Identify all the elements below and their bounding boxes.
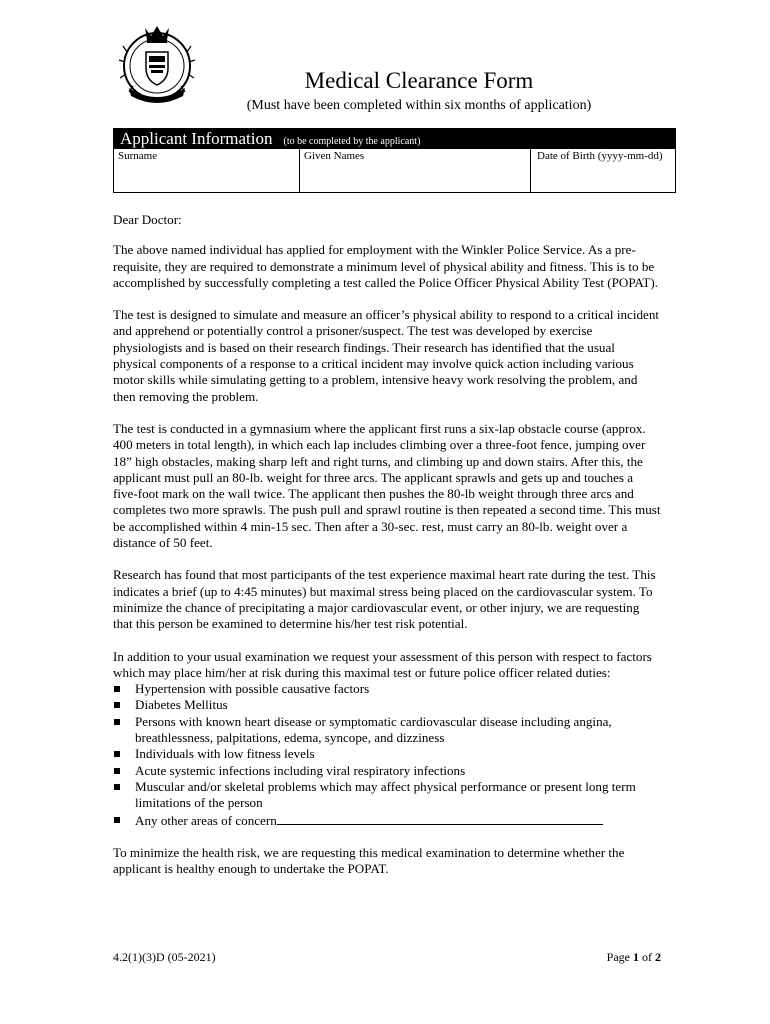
- page-number: [607, 950, 661, 964]
- bullet-icon: [114, 768, 120, 774]
- page-of: of: [642, 950, 652, 964]
- applicant-section-note: (to be completed by the applicant): [283, 136, 421, 147]
- closing-paragraph: To minimize the health risk, we are requesting this medical examination to determine whether the applicant is healthy enough to undertake the POPAT.: [113, 844, 625, 877]
- surname-field[interactable]: [114, 149, 300, 192]
- list-item-text: Acute systemic infections including viral respiratory infections: [135, 762, 466, 778]
- bullet-icon: [114, 686, 120, 692]
- paragraph: The above named individual has applied for employment with the Winkler Police Service. As a pre-requisite, they are required to demonstrate a minimum level of physical ability and fitness. This is to be accomplished by successfully completing a test called the Police Officer Physical Ability Test (POPAT).: [113, 242, 659, 290]
- paragraph: Research has found that most participants of the test experience maximal heart rate during the test. This indicates a brief (up to 4:45 minutes) but maximal stress being placed on the cardiovascular system. To minimize the chance of precipitating a major cardiovascular event, or other injury, we are requesting that this person be examined to determine his/her test risk potential.: [113, 567, 656, 632]
- list-item-text: Muscular and/or skeletal problems which may affect physical performance or present long term limitations of the person: [135, 778, 636, 811]
- given-names-field[interactable]: [300, 149, 531, 192]
- form-code: 4.2(1)(3)D (05-2021): [113, 950, 216, 964]
- list-item-text: Any other areas of concern: [135, 812, 277, 828]
- risk-factor-list: [113, 681, 661, 829]
- greeting: Dear Doctor:: [113, 212, 182, 227]
- list-item: [113, 779, 661, 812]
- given-names-label: Given Names: [304, 150, 365, 162]
- bullet-icon: [114, 751, 120, 757]
- list-item: [113, 697, 661, 713]
- applicant-section-header: [114, 129, 675, 149]
- page-current: 1: [633, 950, 639, 964]
- page-footer: [113, 950, 661, 964]
- letter-body: [113, 212, 661, 893]
- date-of-birth-label: Date of Birth (yyyy-mm-dd): [537, 150, 663, 162]
- applicant-section-heading: Applicant Information: [120, 129, 273, 148]
- list-item: [113, 812, 661, 829]
- list-item: [113, 714, 661, 747]
- list-item-text: Hypertension with possible causative factors: [135, 681, 370, 697]
- surname-label: Surname: [118, 150, 158, 162]
- page-word: Page: [606, 950, 630, 964]
- paragraph: In addition to your usual examination we request your assessment of this person with respect to factors which may place him/her at risk during this maximal test or future police officer related duties:: [113, 648, 652, 680]
- other-concerns-blank[interactable]: [277, 812, 603, 825]
- list-item-text: Persons with known heart disease or symptomatic cardiovascular disease including angina, breathlessness, palpitations, edema, syncope, and dizziness: [135, 713, 612, 746]
- list-item: [113, 746, 661, 762]
- paragraph: The test is designed to simulate and measure an officer’s physical ability to respond to a critical incident and apprehend or potentially control a prisoner/suspect. The test was developed by exercise physiologists and is based on their research findings. Their research has identified that the usual physical components of a response to a critical incident may involve quick action including various motor skills while simulating getting to a problem, intensive heavy work resolving the problem, and then removing the problem.: [113, 307, 660, 404]
- applicant-fields-row: [114, 149, 675, 192]
- form-subtitle: (Must have been completed within six months of application): [246, 98, 592, 113]
- bullet-icon: [114, 817, 120, 823]
- list-item-text: Individuals with low fitness levels: [135, 746, 315, 762]
- bullet-icon: [114, 784, 120, 790]
- list-item: [113, 681, 661, 697]
- form-title: Medical Clearance Form: [304, 68, 534, 93]
- list-item-text: Diabetes Mellitus: [135, 697, 228, 713]
- date-of-birth-field[interactable]: [531, 149, 675, 192]
- bullet-icon: [114, 702, 120, 708]
- page-total: 2: [655, 950, 661, 964]
- list-item: [113, 763, 661, 779]
- paragraph: The test is conducted in a gymnasium where the applicant first runs a six-lap obstacle course (approx. 400 meters in total length), in which each lap includes climbing over a three-foot fence, jumping over 18” high obstacles, making sharp left and right turns, and climbing up and down stairs. After this, the applicant must pull an 80-lb. weight for three arcs. The applicant sprawls and gets up and touches a five-foot mark on the wall twice. The applicant then pushes the 80-lb weight through three arcs and completes two more sprawls. The push pull and sprawl routine is then repeated a second time. This must be accomplished within 4 min-15 sec. Then after a 30-sec. rest, must carry an 80-lb. weight over a distance of 50 feet.: [113, 420, 661, 551]
- bullet-icon: [114, 719, 120, 725]
- applicant-information-section: [113, 128, 676, 193]
